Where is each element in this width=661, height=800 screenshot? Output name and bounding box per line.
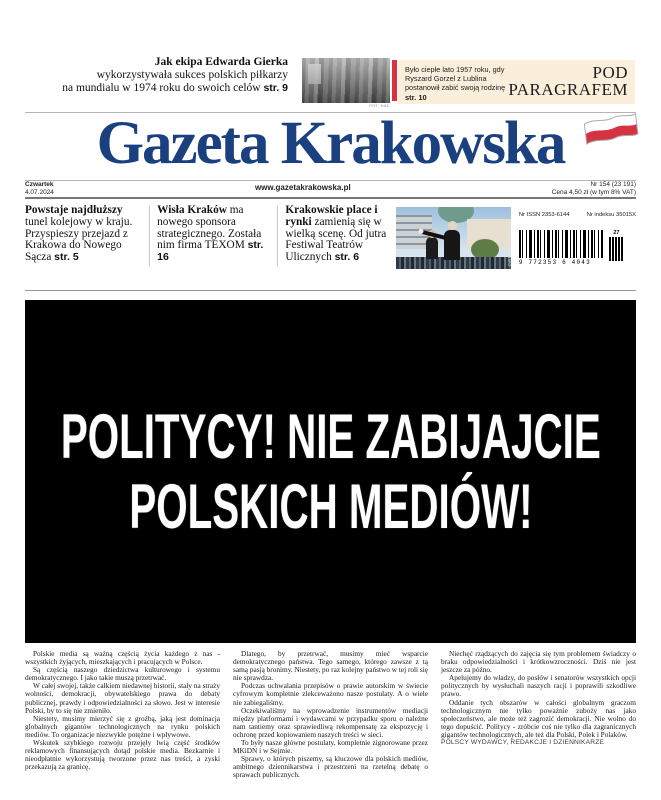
- photo-performer: [426, 237, 438, 259]
- article-column: [25, 650, 220, 780]
- pod-paragrafem-box: [398, 60, 635, 104]
- corner-number: 27: [613, 230, 620, 236]
- teaser-lead: Krakowskie place i rynki: [285, 204, 378, 228]
- divider: [25, 290, 636, 291]
- price: Cena 4,50 zł (w tym 8% VAT): [551, 188, 636, 196]
- paragraph: Oczekiwaliśmy na wprowadzenie instrumentów mediacji między platformami i wydawcami w przypadku sporu o należne nam tantiemy oraz sprawiedliwą rekompensatę za ekspozycję i ochronę przed kopiowaniem naszych treści w sieci.: [233, 705, 428, 739]
- teaser-text: tunel kolejowy w kraju. Przyspieszy przejazd z Krakowa do Nowego Sącza: [25, 215, 133, 264]
- signature: POLSCY WYDAWCY, REDAKCJE I DZIENNIKARZE: [441, 739, 605, 747]
- pod-section-title: POD PARAGRAFEM: [508, 63, 628, 99]
- paragraph: Wskutek szybkiego rozwoju przejęły lwią część środków reklamowych finansujących dotąd polskie media. Bezkarnie i nieodpłatnie wykorzystują tworzone przez nas treści, a zyski przekazują za granicę.: [25, 738, 220, 772]
- photo-credit-vertical: FOT. ANNA KACZMARZ: [506, 223, 511, 267]
- paragraph: To były nasze główne postulaty, kompletnie zignorowane przez MKiDN i w Sejmie.: [233, 738, 428, 756]
- teaser-text: zamienią się w wielką scenę. Od jutra Festiwal Teatrów Ulicznych: [285, 215, 387, 264]
- page-ref: str. 5: [54, 251, 79, 264]
- top-teaser-lead: Jak ekipa Edwarda Gierka: [154, 56, 288, 68]
- teaser-lead: Powstaje najdłuższy: [25, 204, 123, 216]
- photo-performer: [444, 230, 460, 260]
- page-ref: str. 6: [334, 251, 360, 264]
- top-teaser-line: wykorzystywała sukces polskich piłkarzy: [96, 68, 288, 81]
- teaser-row: [25, 205, 636, 285]
- article-column: [441, 650, 636, 780]
- festival-photo: [396, 207, 511, 269]
- corner-barcode-wrap: [609, 230, 624, 261]
- paragraph: Sprawy, o których piszemy, są kluczowe dla polskich mediów, ambitnego dziennikarstwa i przestrzeni na rzetelną debatę o sprawach publicznych.: [233, 754, 428, 780]
- page-ref: str. 9: [263, 81, 288, 94]
- paragraph: W całej swojej, także całkiem niedawnej historii, stały na straży wolności, demokracji, obywatelskiego prawa do debaty publicznej, prawdy i odpowiedzialności za słowo. Jest w interesie Polski, by to się nie zmieniło.: [25, 681, 220, 715]
- masthead-title: Gazeta Krakowska: [96, 110, 565, 177]
- site-url: www.gazetakrakowska.pl: [254, 183, 351, 192]
- page-ref: str. 16: [157, 239, 264, 264]
- paragraph: Niechęć rządzących do zajęcia się tym problemem świadczy o braku odpowiedzialności i krótkowzroczności. Dziś nie jest jeszcze za późno.: [441, 649, 636, 675]
- column-divider: [149, 206, 150, 266]
- photo-credit: FOT. NAC: [369, 103, 390, 108]
- paragraph: Polskie media są ważną częścią życia każdego z nas - wszystkich żyjących, mieszkających i pracujących w Polsce.: [25, 649, 220, 667]
- red-accent-bar: [392, 60, 397, 101]
- manifesto-headline-line: POLSKICH MEDIÓW!: [128, 471, 533, 542]
- dateline-day: Czwartek: [25, 181, 54, 188]
- manifesto-headline-line: POLITYCY! NIE ZABIJAJCIE: [60, 401, 601, 472]
- barcode-labels: [519, 212, 636, 218]
- column-divider: [277, 206, 278, 266]
- dateline-right: [552, 181, 636, 196]
- dateline: [25, 181, 636, 197]
- paragraph: Apelujemy do władzy, do posłów i senatorów wszystkich opcji politycznych by wysłuchali naszych racji i poprawili szkodliwe prawo.: [441, 673, 636, 699]
- manifesto-banner: [25, 300, 636, 643]
- paragraph: Dlatego, by przetrwać, musimy mieć wsparcie demokratycznego państwa. Tego samego, którego zawsze z tą samą pasją bronimy. Niestety, po raz kolejny państwo w tej roli się nie sprawdza.: [233, 649, 429, 683]
- paragraph: Są częścią naszego dziedzictwa kulturowego i systemu demokratycznego. I jako takie muszą przetrwać.: [25, 665, 220, 683]
- dateline-date: 4.07.2024: [25, 188, 54, 196]
- barcode-row: [519, 230, 636, 266]
- dateline-left: [25, 181, 54, 196]
- pod-teaser-text: Było ciepłe lato 1957 roku, gdy Ryszard Gorzel z Lublina postanowił zabić swoją rodzinę str. 10: [405, 65, 506, 102]
- corner-barcode: [609, 237, 624, 261]
- divider: [25, 197, 636, 199]
- top-teaser: [25, 56, 288, 94]
- teaser-item: [285, 205, 392, 285]
- index-label: Nr indeksu 35015X: [586, 212, 637, 218]
- page-ref: str. 10: [405, 93, 427, 102]
- bw-archive-photo: [302, 58, 390, 103]
- polish-flag-icon: [583, 112, 641, 154]
- paragraph: Oddanie tych obszarów w całości globalnym graczom technologicznym nie tylko poważnie zuboży nas jako społeczeństwo, ale może też zagrozić demokracji. Nie wolno do tego dopuścić. Politycy - zróbcie coś nie tylko dla zagranicznych gigantów technologicznych, ale też dla Polski, Polek i Polaków.: [441, 697, 636, 739]
- teaser-lead: Wisła Kraków: [157, 204, 227, 216]
- ean-barcode-wrap: [519, 230, 603, 266]
- teaser-item: [25, 205, 142, 285]
- teaser-text: ma nowego sponsora strategicznego. Została nim firma TEXOM: [157, 204, 262, 252]
- top-teaser-line: na mundialu w 1974 roku do swoich celów str. 9: [62, 81, 288, 94]
- ean-barcode: [519, 230, 603, 258]
- issn-label: Nr ISSN 2353-6144: [518, 212, 570, 218]
- paragraph: Podczas uchwalania przepisów o prawie autorskim w świecie cyfrowym kompletnie zlekceważono nasze postulaty. A o wiele nie zabiegaliśmy.: [233, 681, 428, 707]
- issue-number: Nr 154 (23 191): [590, 181, 636, 188]
- paragraph: Niestety, musimy mierzyć się z groźbą, jaką jest dominacja globalnych gigantów technologicznych na rynku polskich mediów. To organizacje niezwykle potężne i wpływowe.: [25, 713, 220, 739]
- manifesto-article: [25, 650, 636, 780]
- barcode-block: [519, 205, 636, 285]
- article-column: [233, 650, 428, 780]
- barcode-digits: 9 772353 6 4043: [518, 259, 591, 266]
- teaser-item: [157, 205, 270, 285]
